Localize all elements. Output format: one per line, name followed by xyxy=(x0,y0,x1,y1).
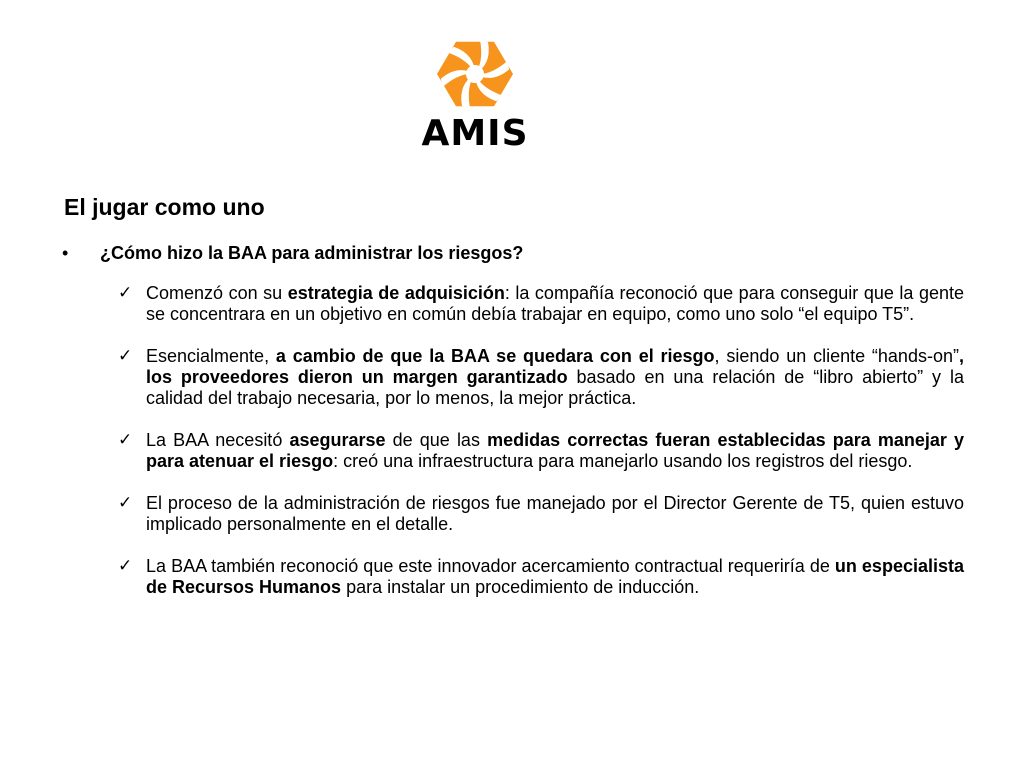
body-text: La BAA necesitó xyxy=(146,430,290,450)
body-text: El proceso de la administración de riesgos fue manejado por el Director Gerente de T5, quien estuvo implicado personalmente en el detalle. xyxy=(146,493,964,534)
checklist-item xyxy=(112,493,964,535)
checklist-item xyxy=(112,346,964,409)
body-text: : creó una infraestructura para manejarlo usando los registros del riesgo. xyxy=(333,451,913,471)
amis-logo-text: AMIS xyxy=(421,113,529,154)
body-text: de que las xyxy=(385,430,488,450)
check-icon: ✓ xyxy=(118,283,133,303)
body-text: Esencialmente, xyxy=(146,346,276,366)
check-icon: ✓ xyxy=(118,430,133,450)
body-text: : la compañía reconoció que para conseguir que la gente se concentrara en un objetivo en común debía trabajar en equipo, como uno solo “el equipo T5”. xyxy=(146,283,965,324)
question-bullet-item xyxy=(62,241,523,265)
check-icon: ✓ xyxy=(118,493,133,513)
checklist-item-text xyxy=(146,430,964,472)
question-text: ¿Cómo hizo la BAA para administrar los riesgos? xyxy=(100,243,524,263)
checklist-item xyxy=(112,430,964,472)
checklist-item-text xyxy=(146,283,964,325)
emphasis-text: estrategia de adquisición xyxy=(287,283,505,303)
slide-title: El jugar como uno xyxy=(64,194,265,220)
body-text: Comenzó con su xyxy=(146,283,288,303)
bullet-icon: • xyxy=(62,243,69,263)
emphasis-text: a cambio de que la BAA se quedara con el riesgo xyxy=(275,346,715,366)
body-text: para instalar un procedimiento de inducción. xyxy=(341,577,700,597)
body-text: , siendo un cliente “hands-on” xyxy=(714,346,959,366)
checklist-item-text xyxy=(146,493,964,535)
checklist-item-text xyxy=(146,556,964,598)
logo-center xyxy=(466,65,484,83)
body-text: basado en una relación de “libro abierto” y la calidad del trabajo necesaria, por lo menos, la mejor práctica. xyxy=(146,367,964,408)
amis-logo xyxy=(418,36,532,154)
checklist xyxy=(112,283,964,619)
checklist-item xyxy=(112,556,964,598)
body-text: La BAA también reconoció que este innovador acercamiento contractual requeriría de xyxy=(146,556,835,576)
emphasis-text: asegurarse xyxy=(289,430,386,450)
check-icon: ✓ xyxy=(118,346,133,366)
amis-logo-mark-icon xyxy=(418,36,532,116)
check-icon: ✓ xyxy=(118,556,133,576)
checklist-item xyxy=(112,283,964,325)
checklist-item-text xyxy=(146,346,964,409)
emphasis-text: un especialista de Recursos Humanos xyxy=(146,556,964,597)
emphasis-text: , los proveedores dieron un margen garantizado xyxy=(146,346,964,387)
emphasis-text: medidas correctas fueran establecidas para manejar y para atenuar el riesgo xyxy=(146,430,965,471)
